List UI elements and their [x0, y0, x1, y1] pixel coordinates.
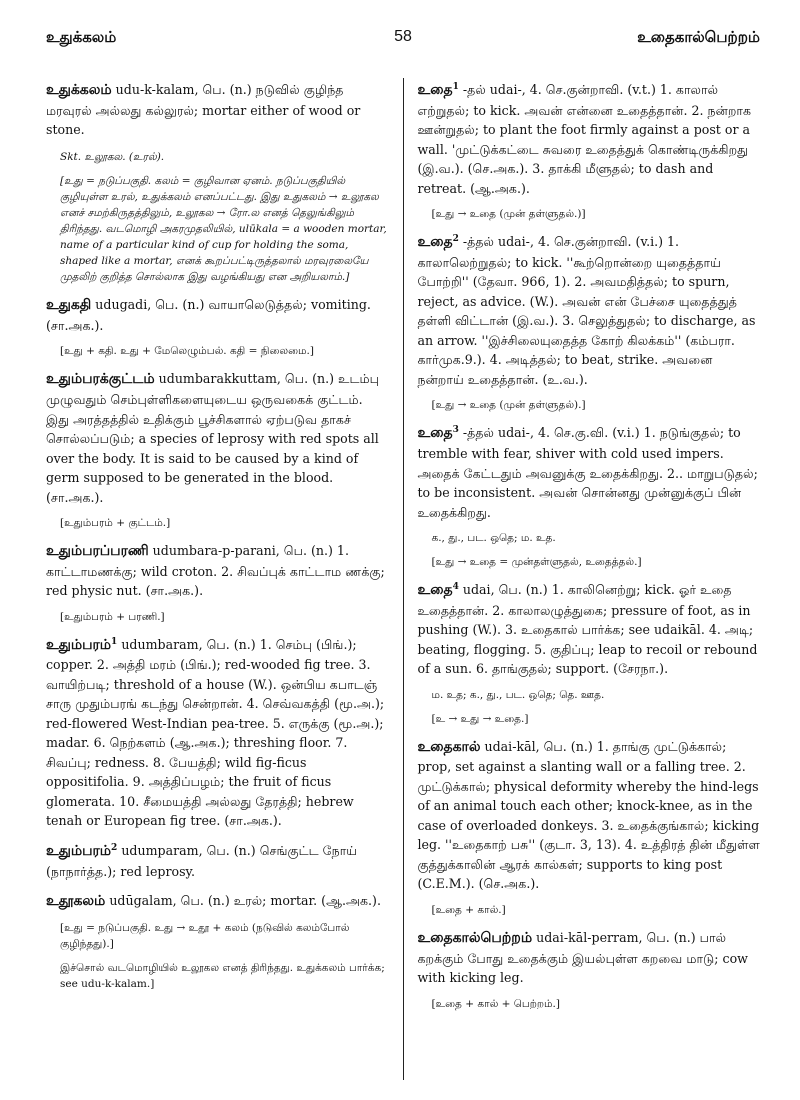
dictionary-entry — [418, 735, 761, 894]
entry-headword: உதை — [417, 425, 453, 442]
dictionary-entry — [46, 539, 389, 601]
dictionary-entry — [418, 230, 761, 389]
entry-definition: -தல் udai-, 4. செ.குன்றாவி. (v.t.) 1. காலால் எற்றுதல்; to kick. அவன் என்னை உதைத்தான். 2. நன்றாக ஊன்றுதல்; to plant the foot firmly against a post or a wall. 'முட்டுக்கட்டை சுவரை உதைத்துக் கொண்டிருக்கிறது (இ.வ.). (செ.அக.). 3. தாக்கி மீளுதல்; to dash and retreat. (ஆ.அக.). — [417, 82, 752, 196]
dictionary-entry — [46, 78, 389, 140]
dictionary-entry — [46, 367, 389, 507]
dictionary-entry — [46, 633, 389, 831]
homonym-number: 4 — [452, 582, 459, 593]
page-number: 58 — [394, 28, 412, 45]
entry-definition: udai-kāl-perram, பெ. (n.) பால் கறக்கும் போது உதைக்கும் இயல்புள்ள கறவை மாடு; cow with kicking leg. — [417, 930, 748, 986]
etymology-note: [உ → உது → உதை.] — [431, 712, 529, 725]
entry-definition: udai, பெ. (n.) 1. காலினெற்று; kick. ஓர் உதை உதைத்தான். 2. காலாலழுத்துகை; pressure of foot, as in pushing (W.). 3. உதைகால் பார்க்க; see udaikāl. 4. அடி; beating, flogging. 5. குதிப்பு; leap to recoil or rebound of a sun. 6. தாங்குதல்; support. (சேரநா.). — [417, 582, 758, 677]
right-column — [404, 78, 761, 1080]
etymology-note: க., து., பட. ஒதெ; ம. உத. — [431, 532, 556, 545]
dictionary-entry — [46, 839, 389, 881]
dictionary-entry — [418, 421, 761, 522]
entry-headword: உதும்பரப்பரணி — [46, 543, 149, 560]
entry-headword: உதும்பரம் — [46, 843, 112, 860]
dictionary-entry — [418, 78, 761, 198]
entry-definition: udūgalam, பெ. (n.) உரல்; mortar. (ஆ.அக.). — [109, 893, 381, 909]
dictionary-entry — [418, 926, 761, 988]
entry-headword: உதை — [417, 234, 453, 251]
entry-definition: udugadi, பெ. (n.) வாயாலெடுத்தல்; vomiting. (சா.அக.). — [46, 297, 371, 333]
entry-definition: udu-k-kalam, பெ. (n.) நடுவில் குழிந்த மரவுரல் அல்லது கல்லுரல்; mortar either of wood or stone. — [46, 82, 361, 138]
etymology-note: [உதும்பரம் + குட்டம்.] — [60, 517, 171, 530]
etymology-note: [உது → உதை (முன் தள்ளுதல்.)] — [431, 208, 586, 221]
homonym-number: 2 — [111, 842, 118, 853]
header-right-guideword: உதைகால்பெற்றம் — [637, 28, 760, 46]
homonym-number: 3 — [452, 425, 459, 436]
entry-definition: udumbarakkuttam, பெ. (n.) உடம்பு முழுவதும் செம்புள்ளிகளையுடைய ஒருவகைக் குட்டம். இது அரத்தத்தில் உதிக்கும் பூச்சிகளால் ஏற்படுவ தாகச் சொல்லப்படும்; a species of leprosy with red spots all over the body. It is said to be caused by a kind of germ supposed to be generated in the blood. (சா.அக.). — [46, 371, 379, 505]
page-header — [46, 28, 760, 56]
left-column — [46, 78, 403, 1080]
entry-definition: udumbaram, பெ. (n.) 1. செம்பு (பிங்.); copper. 2. அத்தி மரம் (பிங்.); red-wooded fig tree. 3. வாயிற்படி; threshold of a house (W.). ஒன்பிய கபாடஞ் சாரு முதும்பரங் கடந்து சென்றான். 4. செவ்வகத்தி (மூ.அ.); red-flowered West-Indian pea-tree. 5. எருக்கு (மூ.அ.); madar. 6. நெற்களம் (ஆ.அக.); threshing floor. 7. சிவப்பு; redness. 8. பேயத்தி; wild fig-ficus oppositifolia. 9. அத்திப்பழம்; the fruit of ficus glomerata. 10. சீமையத்தி அல்லது தேரத்தி; hebrew tenah or European fig tree. (சா.அக.). — [46, 636, 385, 829]
etymology-note: [உது → உதை (முன் தள்ளுதல்).] — [431, 399, 586, 412]
dictionary-entry — [46, 293, 389, 335]
dictionary-entry — [418, 578, 761, 679]
homonym-number: 1 — [111, 636, 118, 647]
entry-headword: உதூகலம் — [46, 893, 106, 910]
entry-definition: udai-kāl, பெ. (n.) 1. தாங்கு முட்டுக்கால்; prop, set against a slanting wall or a falling tree. 2. முட்டுக்கால்; physical deformity whereby the hind-legs of an animal touch each other; knock-knee, as in the case of overloaded donkeys. 3. உதைக்குங்கால்; kicking leg. ''உதைகாற் பசு'' (குடா. 3, 13). 4. உத்திரத் தின் மீதுள்ள குத்துக்காலின் ஆரக் கால்கள்; supports to king post (C.E.M.). (செ.அக.). — [417, 738, 760, 892]
entry-headword: உதுக்கலம் — [46, 82, 112, 99]
etymology-note: [உதை + கால்.] — [431, 903, 506, 916]
entry-headword: உதை — [417, 82, 453, 99]
sanskrit-note: Skt. உலூகல. (உரல்). — [60, 150, 165, 163]
entry-headword: உதும்பரக்குட்டம் — [46, 371, 155, 388]
etymology-note: ம. உத; க., து., பட. ஒதெ; தெ. ஊத. — [431, 688, 605, 701]
entry-definition: udumparam, பெ. (n.) செங்குட்ட நோய் (நாநார்த்த.); red leprosy. — [46, 843, 358, 879]
homonym-number: 2 — [452, 234, 459, 245]
entry-headword: உதும்பரம் — [46, 636, 112, 653]
etymology-note: [உது = நடுப்பகுதி. கலம் = குழிவான ஏனம். நடுப்பகுதியில் குழியுள்ள உரல், உதுக்கலம் எனப்பட்டது. இது உதுகலம் → உலூகல எனச் சமற்கிருதத்திலும், உலூகல → ரோ.ல எனத் தெலுங்கிலும் திரிந்தது. வடமொழி அகரமுதலியில், ulūkala = a wooden mortar, name of a particular kind of cup for holding the soma, shaped like a mortar, எனக் கூறப்பட்டிருத்தலால் மரவுரலையே முதலிற் குறித்த சொல்லாக இது வழங்கியது என அறியலாம்.] — [60, 175, 387, 284]
etymology-note: [உது = நடுப்பகுதி. உது → உதூ + கலம் (நடுவில் கலம்போல் குழிந்தது).] — [60, 921, 350, 950]
homonym-number: 1 — [452, 82, 459, 92]
entry-definition: -த்தல் udai-, 4. செ.குன்றாவி. (v.i.) 1. காலாலெற்றுதல்; to kick. ''கூற்றொன்றை யுதைத்தாய் போற்றி'' (தேவா. 966, 1). 2. அவமதித்தல்; to spurn, reject, as advice. (W.). அவன் என் பேச்சை யுதைத்துத் தள்ளி விட்டான் (இ.வ.). 3. செலுத்துதல்; to discharge, as an arrow. ''இச்சிலையுதைத்த கோற் கிலக்கம்'' (கம்பரா. கார்முக.9.). 4. அடித்தல்; to beat, strike. அவனை நன்றாய் உதைத்தான். (உ.வ.). — [417, 234, 756, 387]
entry-definition: udumbara-p-parani, பெ. (n.) 1. காட்டாமணக்கு; wild croton. 2. சிவப்புக் காட்டாம ணக்கு; red physic nut. (சா.அக.). — [46, 543, 385, 599]
entry-headword: உதுகதி — [46, 297, 92, 314]
etymology-note: [உது → உதை = முன்தள்ளுதல், உதைத்தல்.] — [431, 556, 642, 569]
entry-headword: உதைகால் — [417, 738, 481, 755]
dictionary-entry — [46, 889, 389, 912]
etymology-note: [உது + கதி. உது + மேலெழும்பல். கதி = நிலைமை.] — [60, 345, 314, 358]
etymology-note: இச்சொல் வடமொழியில் உலூகல எனத் திரிந்தது. உதுக்கலம் பார்க்க; see udu-k-kalam.] — [60, 961, 385, 990]
etymology-note: [உதும்பரம் + பரணி.] — [60, 610, 165, 623]
entry-headword: உதை — [417, 582, 453, 599]
entry-definition: -த்தல் udai-, 4. செ.கு.வி. (v.i.) 1. நடுங்குதல்; to tremble with fear, shiver with cold used impers. அதைக் கேட்டதும் அவனுக்கு உதைக்கிறது. 2.. மாறுபடுதல்; to be inconsistent. அவன் சொன்னது முன்னுக்குப் பின் உதைக்கிறது. — [417, 425, 758, 520]
entry-headword: உதைகால்பெற்றம் — [417, 930, 533, 947]
two-column-body — [46, 78, 760, 1080]
etymology-note: [உதை + கால் + பெற்றம்.] — [431, 997, 560, 1010]
header-left-guideword: உதுக்கலம் — [46, 28, 117, 46]
